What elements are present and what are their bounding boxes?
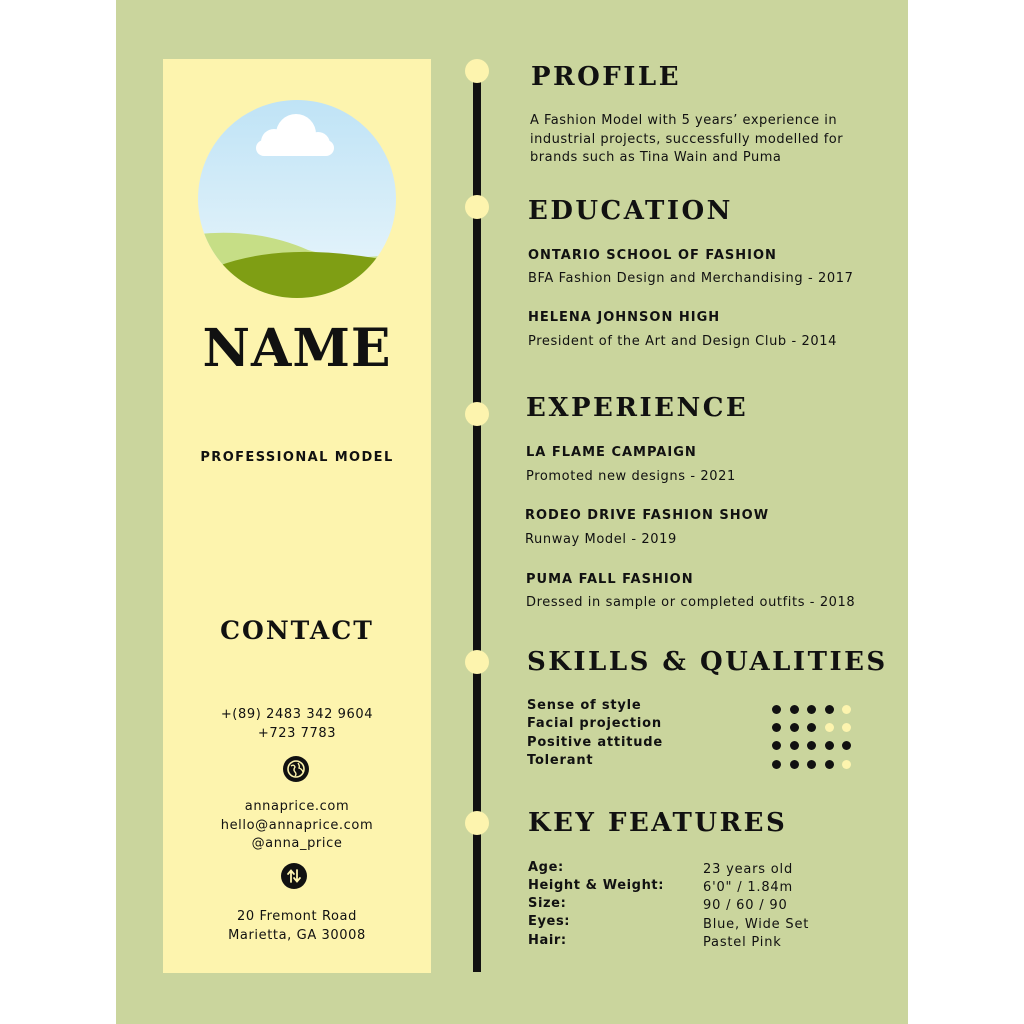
timeline-dot xyxy=(465,402,489,426)
feature-label: Size: xyxy=(528,896,567,911)
feature-label: Age: xyxy=(528,860,564,875)
education-detail: President of the Art and Design Club - 2014 xyxy=(528,334,837,349)
timeline-dot xyxy=(465,811,489,835)
skill-label: Sense of style xyxy=(527,698,642,713)
experience-title: RODEO DRIVE FASHION SHOW xyxy=(525,508,770,523)
transfer-arrows-icon xyxy=(281,863,307,889)
experience-title: LA FLAME CAMPAIGN xyxy=(526,445,697,460)
skills-heading: SKILLS & QUALITIES xyxy=(527,647,888,677)
social-handle[interactable]: @anna_price xyxy=(251,836,343,851)
feature-label: Hair: xyxy=(528,933,567,948)
rating-dot-filled xyxy=(790,760,799,769)
experience-detail: Promoted new designs - 2021 xyxy=(526,469,736,484)
feature-label: Eyes: xyxy=(528,914,571,929)
profile-line: brands such as Tina Wain and Puma xyxy=(530,150,782,165)
rating-dot-filled xyxy=(790,723,799,732)
profile-line: industrial projects, successfully modelled for xyxy=(530,131,844,147)
rating-dot-empty xyxy=(842,760,851,769)
rating-dot-empty xyxy=(842,705,851,714)
job-role: PROFESSIONAL MODEL xyxy=(200,450,394,465)
landscape-photo-placeholder xyxy=(198,100,396,298)
skill-label: Positive attitude xyxy=(527,735,663,750)
rating-dot-filled xyxy=(825,741,834,750)
feature-value: 6'0" / 1.84m xyxy=(703,880,793,895)
email-link[interactable]: hello@annaprice.com xyxy=(220,817,374,833)
rating-dot-filled xyxy=(825,760,834,769)
experience-title: PUMA FALL FASHION xyxy=(526,572,694,587)
rating-dot-filled xyxy=(772,760,781,769)
education-title: HELENA JOHNSON HIGH xyxy=(528,310,721,325)
education-title: ONTARIO SCHOOL OF FASHION xyxy=(528,248,777,263)
timeline-dot xyxy=(465,650,489,674)
timeline-dot xyxy=(465,195,489,219)
phone-number: +(89) 2483 342 9604 xyxy=(220,707,374,722)
website-link[interactable]: annaprice.com xyxy=(244,799,350,814)
feature-value: 23 years old xyxy=(703,862,793,877)
address-block xyxy=(163,908,431,945)
feature-value: Blue, Wide Set xyxy=(703,917,810,932)
education-detail: BFA Fashion Design and Merchandising - 2017 xyxy=(528,271,854,286)
education-heading: EDUCATION xyxy=(528,196,733,226)
feature-value: Pastel Pink xyxy=(703,935,782,950)
profile-heading: PROFILE xyxy=(531,62,682,92)
experience-detail: Dressed in sample or completed outfits - 2018 xyxy=(526,595,856,610)
rating-dot-filled xyxy=(807,723,816,732)
experience-detail: Runway Model - 2019 xyxy=(525,532,677,547)
rating-dot-filled xyxy=(772,705,781,714)
phone-number: +723 7783 xyxy=(257,725,337,741)
rating-dot-empty xyxy=(842,723,851,732)
timeline-dot xyxy=(465,59,489,83)
phone-list xyxy=(163,706,431,743)
rating-dot-filled xyxy=(807,760,816,769)
rating-dot-filled xyxy=(772,741,781,750)
rating-dot-filled xyxy=(825,705,834,714)
rating-dot-filled xyxy=(772,723,781,732)
address-line: 20 Fremont Road xyxy=(237,909,357,924)
contact-heading: CONTACT xyxy=(220,616,374,645)
profile-line: A Fashion Model with 5 years’ experience in xyxy=(530,113,838,128)
rating-dot-filled xyxy=(790,741,799,750)
rating-dot-filled xyxy=(842,741,851,750)
rating-dot-filled xyxy=(807,705,816,714)
skill-label: Tolerant xyxy=(527,753,594,768)
experience-heading: EXPERIENCE xyxy=(526,393,749,423)
globe-icon xyxy=(283,756,309,782)
rating-dot-empty xyxy=(825,723,834,732)
rating-dot-filled xyxy=(807,741,816,750)
candidate-name: NAME xyxy=(202,318,392,379)
features-heading: KEY FEATURES xyxy=(528,808,788,838)
feature-value: 90 / 60 / 90 xyxy=(703,898,788,913)
rating-dot-filled xyxy=(790,705,799,714)
profile-summary xyxy=(530,112,860,168)
feature-label: Height & Weight: xyxy=(528,878,665,893)
skill-label: Facial projection xyxy=(527,716,662,731)
web-contacts xyxy=(163,798,431,854)
address-line: Marietta, GA 30008 xyxy=(228,927,366,943)
